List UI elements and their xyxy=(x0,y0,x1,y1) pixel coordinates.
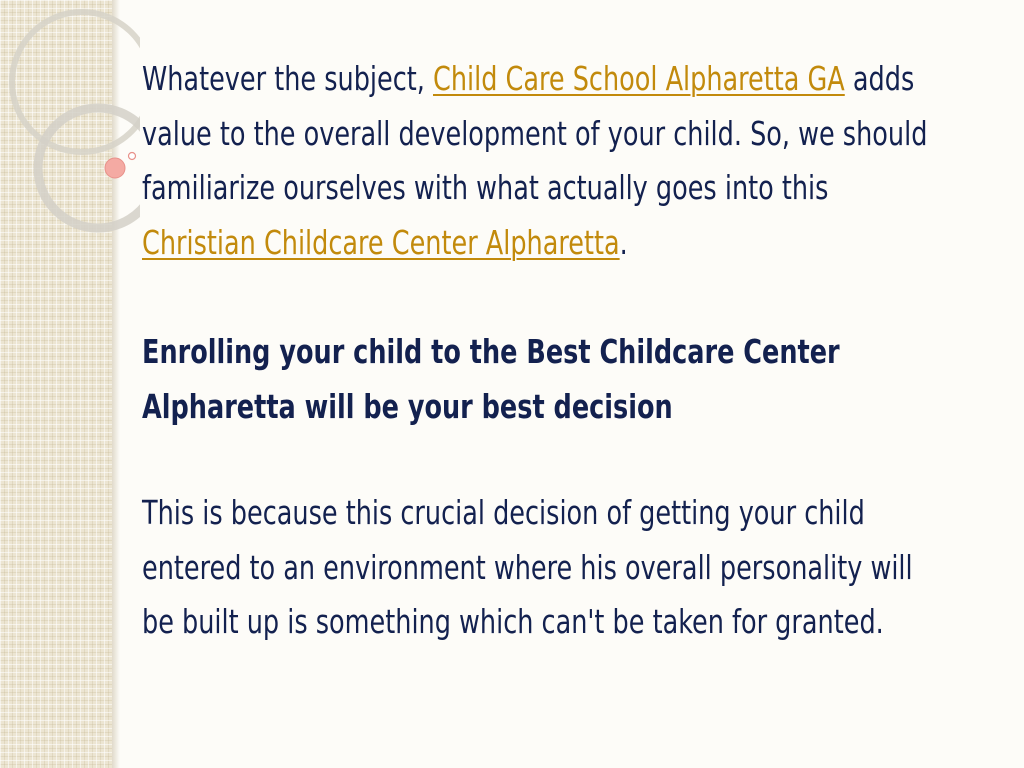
intro-text-adds: adds xyxy=(844,59,915,98)
intro-period: . xyxy=(619,222,628,262)
accent-dot xyxy=(105,158,125,178)
intro-paragraph xyxy=(142,52,928,270)
body-line-1: This is because this crucial decision of getting your child xyxy=(142,493,865,532)
heading-line-2: Alpharetta will be your best decision xyxy=(142,386,673,426)
christian-childcare-link[interactable]: Christian Childcare Center Alpharetta xyxy=(142,222,620,262)
body-line-3: be built up is something which can't be taken for granted. xyxy=(142,602,884,641)
large-ring xyxy=(12,12,140,152)
body-line-2: entered to an environment where his overall personality will xyxy=(142,547,913,587)
accent-ring xyxy=(129,153,136,160)
section-heading xyxy=(142,325,890,434)
intro-line-2: value to the overall development of your child. So, we should xyxy=(142,113,928,153)
body-paragraph xyxy=(142,486,913,650)
decorative-rings xyxy=(0,0,140,260)
heading-line-1: Enrolling your child to the Best Childcare Center xyxy=(142,332,840,371)
intro-line-3: familiarize ourselves with what actually goes into this xyxy=(142,168,829,207)
slide-content xyxy=(142,52,928,650)
intro-text-start: Whatever the subject, xyxy=(142,59,434,98)
child-care-school-link[interactable]: Child Care School Alpharetta GA xyxy=(433,59,845,98)
